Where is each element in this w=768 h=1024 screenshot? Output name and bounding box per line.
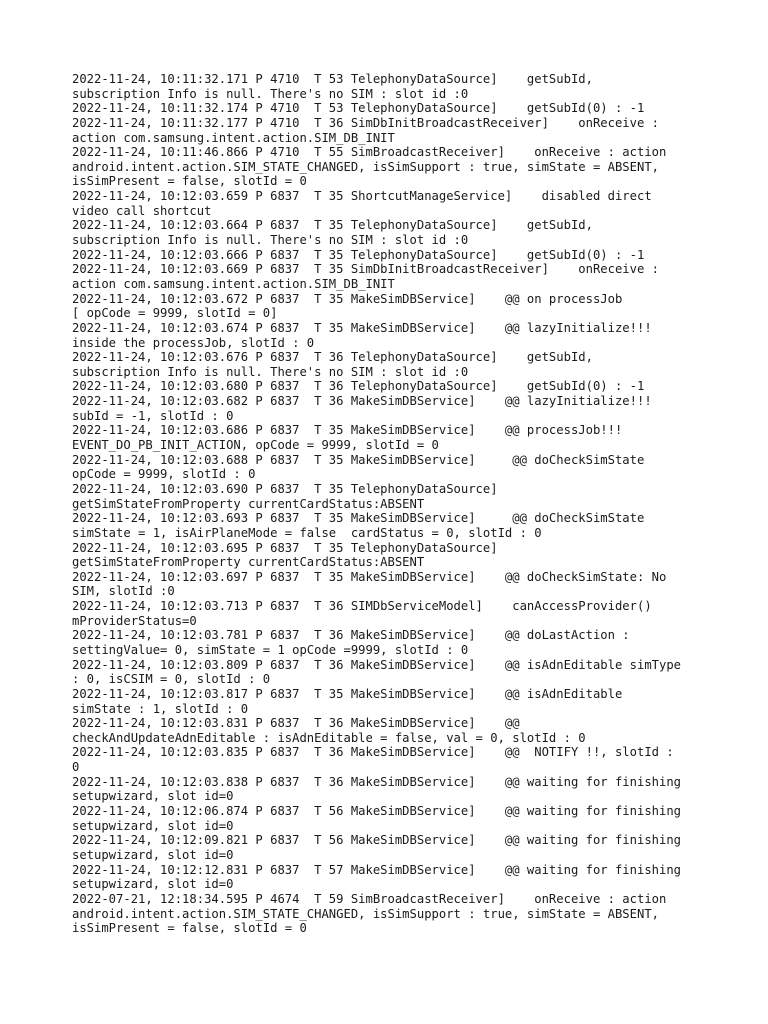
log-line: checkAndUpdateAdnEditable : isAdnEditable = false, val = 0, slotId : 0 bbox=[72, 730, 586, 745]
log-line: 2022-11-24, 10:11:46.866 P 4710 T 55 SimBroadcastReceiver] onReceive : action bbox=[72, 145, 667, 160]
log-line: 2022-11-24, 10:12:03.713 P 6837 T 36 SIMDbServiceModel] canAccessProvider() bbox=[72, 599, 652, 614]
log-line: getSimStateFromProperty currentCardStatus:ABSENT bbox=[72, 496, 425, 511]
log-line: subscription Info is null. There's no SIM : slot id :0 bbox=[72, 364, 469, 379]
log-line: 2022-11-24, 10:12:03.672 P 6837 T 35 MakeSimDBService] @@ on processJob bbox=[72, 291, 623, 306]
log-line: : 0, isCSIM = 0, slotId : 0 bbox=[72, 672, 271, 687]
log-line: action com.samsung.intent.action.SIM_DB_INIT bbox=[72, 130, 395, 145]
log-line: setupwizard, slot id=0 bbox=[72, 877, 234, 892]
log-line: subId = -1, slotId : 0 bbox=[72, 408, 234, 423]
log-line: video call shortcut bbox=[72, 203, 212, 218]
log-line: 2022-11-24, 10:12:03.817 P 6837 T 35 MakeSimDBService] @@ isAdnEditable bbox=[72, 686, 623, 701]
log-line: 2022-11-24, 10:11:32.174 P 4710 T 53 TelephonyDataSource] getSubId(0) : -1 bbox=[72, 101, 645, 116]
log-line: 2022-11-24, 10:12:12.831 P 6837 T 57 MakeSimDBService] @@ waiting for finishing bbox=[72, 862, 682, 877]
log-line: subscription Info is null. There's no SIM : slot id :0 bbox=[72, 233, 469, 248]
log-line: EVENT_DO_PB_INIT_ACTION, opCode = 9999, slotId = 0 bbox=[72, 438, 439, 453]
log-line: 2022-11-24, 10:12:03.690 P 6837 T 35 TelephonyDataSource] bbox=[72, 481, 498, 496]
log-line: inside the processJob, slotId : 0 bbox=[72, 335, 315, 350]
log-line: mProviderStatus=0 bbox=[72, 613, 197, 628]
log-line: 2022-07-21, 12:18:34.595 P 4674 T 59 SimBroadcastReceiver] onReceive : action bbox=[72, 891, 667, 906]
log-line: 2022-11-24, 10:12:03.676 P 6837 T 36 TelephonyDataSource] getSubId, bbox=[72, 350, 593, 365]
log-line: 2022-11-24, 10:12:03.666 P 6837 T 35 TelephonyDataSource] getSubId(0) : -1 bbox=[72, 247, 645, 262]
log-line: 2022-11-24, 10:12:03.688 P 6837 T 35 MakeSimDBService] @@ doCheckSimState bbox=[72, 452, 645, 467]
log-line: 2022-11-24, 10:12:03.809 P 6837 T 36 MakeSimDBService] @@ isAdnEditable simType bbox=[72, 657, 682, 672]
log-line: setupwizard, slot id=0 bbox=[72, 789, 234, 804]
log-line: opCode = 9999, slotId : 0 bbox=[72, 467, 256, 482]
log-line: android.intent.action.SIM_STATE_CHANGED, isSimSupport : true, simState = ABSENT, bbox=[72, 906, 659, 921]
log-line: action com.samsung.intent.action.SIM_DB_INIT bbox=[72, 276, 395, 291]
log-line: 2022-11-24, 10:12:03.693 P 6837 T 35 MakeSimDBService] @@ doCheckSimState bbox=[72, 511, 645, 526]
log-line: simState : 1, slotId : 0 bbox=[72, 701, 249, 716]
log-line: 2022-11-24, 10:12:03.674 P 6837 T 35 MakeSimDBService] @@ lazyInitialize!!! bbox=[72, 320, 652, 335]
log-line: simState = 1, isAirPlaneMode = false cardStatus = 0, slotId : 0 bbox=[72, 525, 542, 540]
log-line: 2022-11-24, 10:12:03.835 P 6837 T 36 MakeSimDBService] @@ NOTIFY !!, slotId : bbox=[72, 745, 674, 760]
log-line: 2022-11-24, 10:11:32.171 P 4710 T 53 TelephonyDataSource] getSubId, bbox=[72, 72, 593, 86]
log-line: 2022-11-24, 10:12:09.821 P 6837 T 56 MakeSimDBService] @@ waiting for finishing bbox=[72, 833, 682, 848]
log-line: 2022-11-24, 10:12:03.781 P 6837 T 36 MakeSimDBService] @@ doLastAction : bbox=[72, 628, 630, 643]
log-line: isSimPresent = false, slotId = 0 bbox=[72, 921, 307, 936]
log-line: 2022-11-24, 10:12:03.680 P 6837 T 36 TelephonyDataSource] getSubId(0) : -1 bbox=[72, 379, 645, 394]
log-line: 2022-11-24, 10:12:03.831 P 6837 T 36 MakeSimDBService] @@ bbox=[72, 716, 520, 731]
log-line: 2022-11-24, 10:12:03.664 P 6837 T 35 TelephonyDataSource] getSubId, bbox=[72, 218, 593, 233]
log-line: subscription Info is null. There's no SIM : slot id :0 bbox=[72, 86, 469, 101]
log-line: settingValue= 0, simState = 1 opCode =9999, slotId : 0 bbox=[72, 642, 469, 657]
log-line: 2022-11-24, 10:12:03.659 P 6837 T 35 ShortcutManageService] disabled direct bbox=[72, 189, 652, 204]
log-line: setupwizard, slot id=0 bbox=[72, 818, 234, 833]
log-line: 2022-11-24, 10:12:03.682 P 6837 T 36 MakeSimDBService] @@ lazyInitialize!!! bbox=[72, 394, 652, 409]
log-line: SIM, slotId :0 bbox=[72, 584, 175, 599]
log-line: 2022-11-24, 10:11:32.177 P 4710 T 36 SimDbInitBroadcastReceiver] onReceive : bbox=[72, 115, 659, 130]
log-line: isSimPresent = false, slotId = 0 bbox=[72, 174, 307, 189]
log-line: 2022-11-24, 10:12:06.874 P 6837 T 56 MakeSimDBService] @@ waiting for finishing bbox=[72, 804, 682, 819]
log-text-block bbox=[72, 72, 712, 936]
log-line: 2022-11-24, 10:12:03.838 P 6837 T 36 MakeSimDBService] @@ waiting for finishing bbox=[72, 774, 682, 789]
log-line: 2022-11-24, 10:12:03.697 P 6837 T 35 MakeSimDBService] @@ doCheckSimState: No bbox=[72, 569, 667, 584]
log-line: 2022-11-24, 10:12:03.686 P 6837 T 35 MakeSimDBService] @@ processJob!!! bbox=[72, 423, 623, 438]
log-line: getSimStateFromProperty currentCardStatus:ABSENT bbox=[72, 555, 425, 570]
log-line: setupwizard, slot id=0 bbox=[72, 847, 234, 862]
log-line: 2022-11-24, 10:12:03.695 P 6837 T 35 TelephonyDataSource] bbox=[72, 540, 498, 555]
log-line: 0 bbox=[72, 760, 80, 775]
log-line: [ opCode = 9999, slotId = 0] bbox=[72, 306, 278, 321]
log-line: 2022-11-24, 10:12:03.669 P 6837 T 35 SimDbInitBroadcastReceiver] onReceive : bbox=[72, 262, 659, 277]
log-line: android.intent.action.SIM_STATE_CHANGED, isSimSupport : true, simState = ABSENT, bbox=[72, 159, 659, 174]
